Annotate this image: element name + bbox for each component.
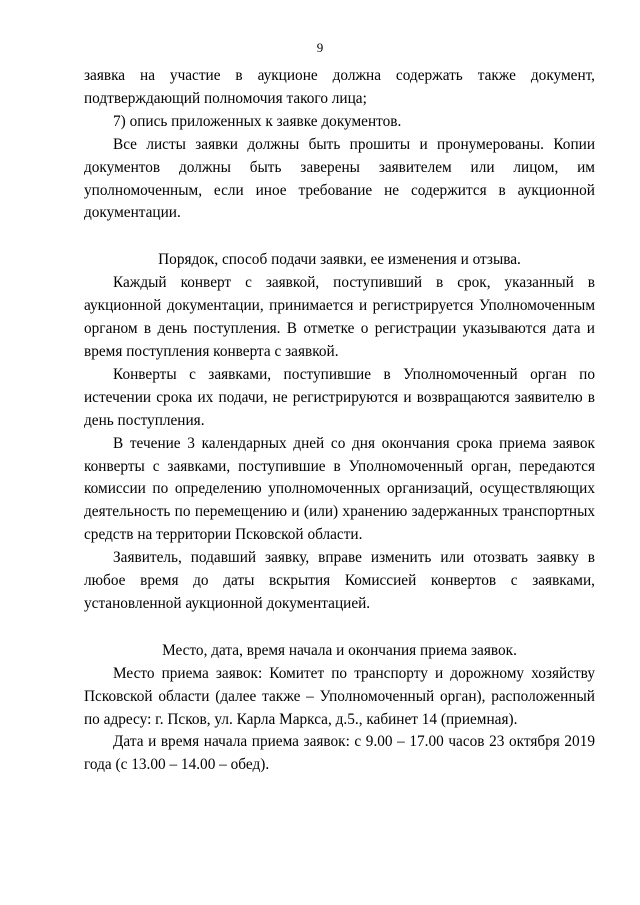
section-heading-submission: Порядок, способ подачи заявки, ее изменения и отзыва. (158, 251, 521, 269)
paragraph: Место приема заявок: Комитет по транспорту и дорожному хозяйству Псковской области (далее также – Уполномоченный орган), расположенный по адресу: г. Псков, ул. Карла Маркса, д.5., кабинет 14 (приемная). (84, 664, 595, 728)
paragraph: 7) опись приложенных к заявке документов. (113, 112, 402, 130)
paragraph: Заявитель, подавший заявку, вправе изменить или отозвать заявку в любое время до даты вскрытия Комиссией конвертов с заявками, установленной аукционной документацией. (84, 549, 595, 612)
paragraph: Дата и время начала приема заявок: с 9.00 – 17.00 часов 23 октября 2019 года (с 13.00 – 14.00 – обед). (84, 733, 595, 774)
page-number: 9 (316, 40, 324, 55)
paragraph: В течение 3 календарных дней со дня окончания срока приема заявок конверты с заявками, поступившие в Уполномоченный орган, передаются комиссии по определению уполномоченных организаций, осуществляющих деятельность по перемещению и (или) хранению задержанных транспортных средств на территории Псковской области. (84, 434, 595, 544)
document-body (84, 65, 595, 777)
paragraph: Конверты с заявками, поступившие в Уполномоченный орган по истечении срока их подачи, не регистрируются и возвращаются заявителю в день поступления. (84, 365, 595, 429)
paragraph: Каждый конверт с заявкой, поступивший в срок, указанный в аукционной документации, принимается и регистрируется Уполномоченным органом в день поступления. В отметке о регистрации указываются дата и время поступления конверта с заявкой. (84, 274, 595, 360)
paragraph: заявка на участие в аукционе должна содержать также документ, подтверждающий полномочия такого лица; (84, 67, 595, 107)
section-heading-place: Место, дата, время начала и окончания приема заявок. (162, 641, 517, 659)
paragraph: Все листы заявки должны быть прошиты и пронумерованы. Копии документов должны быть заверены заявителем или лицом, им уполномоченным, если иное требование не содержится в аукционной документации. (84, 135, 595, 222)
